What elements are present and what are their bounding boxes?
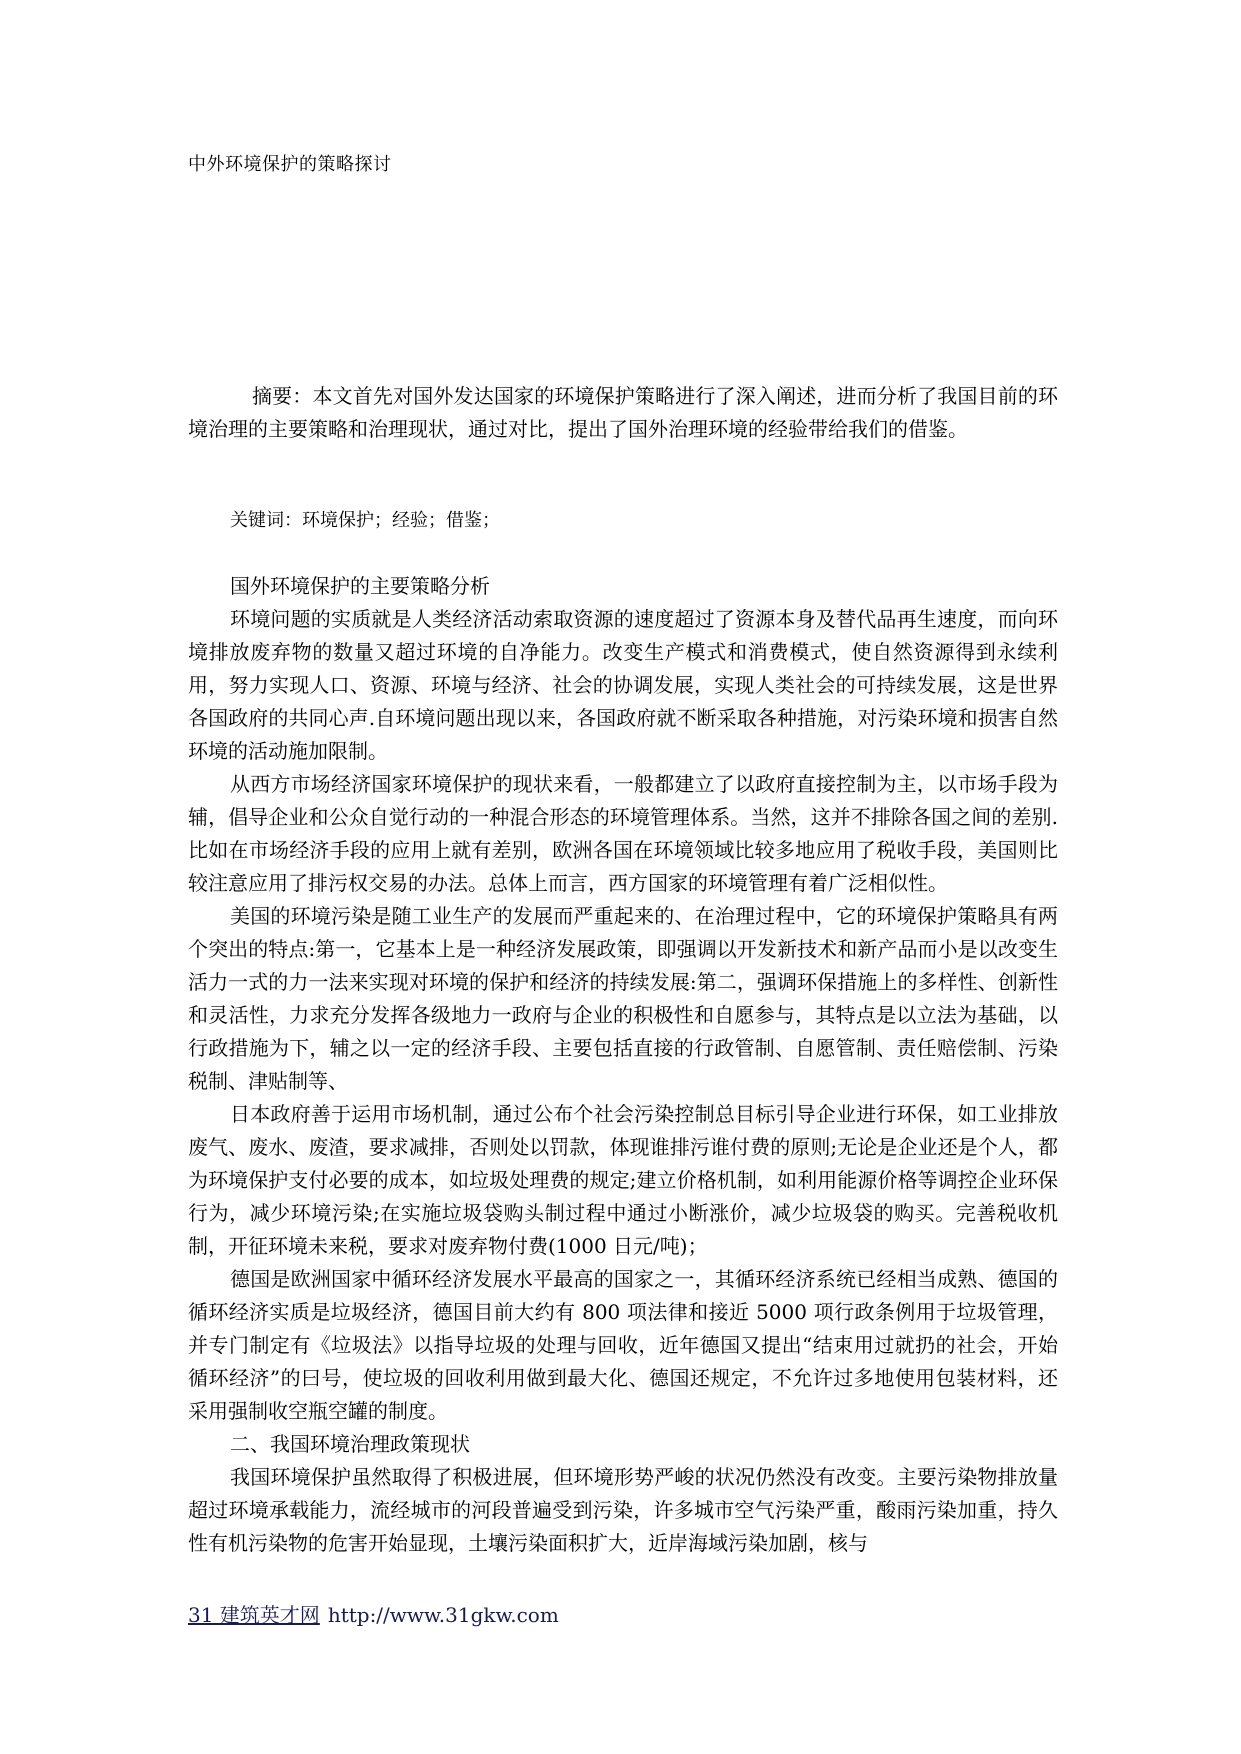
body-paragraph: 从西方市场经济国家环境保护的现状来看，一般都建立了以政府直接控制为主，以市场手段为辅，倡导企业和公众自觉行动的一种混合形态的环境管理体系。当然，这并不排除各国之间的差别.比如在市场经济手段的应用上就有差别，欧洲各国在环境领域比较多地应用了税收手段，美国则比较注意应用了排污权交易的办法。总体上而言，西方国家的环境管理有着广泛相似性。 — [188, 772, 1058, 895]
section-heading-foreign-strategies: 国外环境保护的主要策略分析 — [230, 574, 490, 598]
body-paragraph: 日本政府善于运用市场机制，通过公布个社会污染控制总目标引导企业进行环保，如工业排放废气、废水、废渣，要求减排，否则处以罚款，体现谁排污谁付费的原则;无论是企业还是个人，都为环境保护支付必要的成本，如垃圾处理费的规定;建立价格机制，如利用能源价格等调控企业环保行为，减少环境污染;在实施垃圾袋购头制过程中通过小断涨价，减少垃圾袋的购买。完善税收机制，开征环境未来税，要求对废弃物付费(1000 日元/吨)； — [188, 1102, 1058, 1258]
footer-url: http://www.31gkw.com — [327, 1603, 559, 1627]
keywords-line: 关键词：环境保护；经验；借鉴； — [230, 510, 500, 531]
page-footer — [188, 1600, 559, 1630]
footer-site-link[interactable]: 31 建筑英才网 — [188, 1603, 320, 1627]
abstract-paragraph: 摘要：本文首先对国外发达国家的环境保护策略进行了深入阐述，进而分析了我国目前的环境治理的主要策略和治理现状，通过对比，提出了国外治理环境的经验带给我们的借鉴。 — [188, 384, 1058, 441]
body-paragraph: 德国是欧洲国家中循环经济发展水平最高的国家之一，其循环经济系统已经相当成熟、德国的循环经济实质是垃圾经济，德国目前大约有 800 项法律和接近 5000 项行政条例用于垃圾管理，并专门制定有《垃圾法》以指导垃圾的处理与回收，近年德国又提出“结束用过就扔的社会，开始循环经济”的曰号，使垃圾的回收利用做到最大化、德国还规定，不允许过多地使用包装材料，还采用强制收空瓶空罐的制度。 — [188, 1267, 1058, 1423]
document-body — [188, 570, 1058, 1560]
document-title: 中外环境保护的策略探讨 — [188, 154, 392, 175]
body-paragraph: 美国的环境污染是随工业生产的发展而严重起来的、在治理过程中，它的环境保护策略具有两个突出的特点:第一，它基本上是一种经济发展政策，即强调以开发新技术和新产品而小是以改变生活力一式的力一法来实现对环境的保护和经济的持续发展:第二，强调环保措施上的多样性、创新性和灵活性，力求充分发挥各级地力一政府与企业的积极性和自愿参与，其特点是以立法为基础，以行政措施为下，辅之以一定的经济手段、主要包括直接的行政管制、自愿管制、责任赔偿制、污染税制、津贴制等、 — [188, 904, 1058, 1093]
section-heading-china-policy: 二、我国环境治理政策现状 — [230, 1432, 470, 1456]
body-paragraph: 我国环境保护虽然取得了积极进展，但环境形势严峻的状况仍然没有改变。主要污染物排放量超过环境承载能力，流经城市的河段普遍受到污染，许多城市空气污染严重，酸雨污染加重，持久性有机污染物的危害开始显现，土壤污染面积扩大，近岸海域污染加剧，核与 — [188, 1465, 1058, 1555]
body-paragraph: 环境问题的实质就是人类经济活动索取资源的速度超过了资源本身及替代品再生速度，而向环境排放废弃物的数量又超过环境的自净能力。改变生产模式和消费模式，使自然资源得到永续利用，努力实现人口、资源、环境与经济、社会的协调发展，实现人类社会的可持续发展，这是世界各国政府的共同心声.自环境问题出现以来，各国政府就不断采取各种措施，对污染环境和损害自然环境的活动施加限制。 — [188, 607, 1058, 763]
